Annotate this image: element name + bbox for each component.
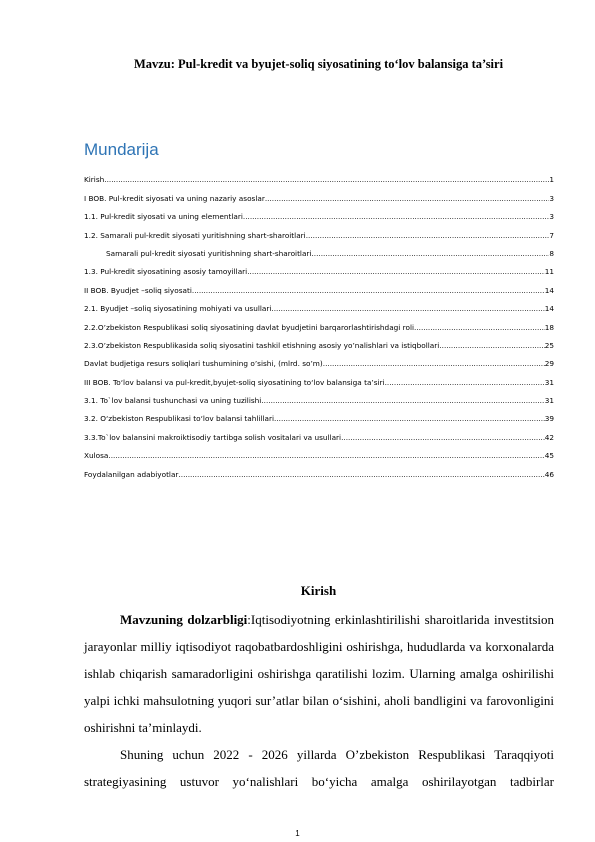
- toc-entry-page: 29: [544, 359, 554, 369]
- toc-dot-leader: [192, 286, 545, 295]
- toc-entry-title: III BOB. To‘lov balansi va pul-kredit,byujet-soliq siyosatining to‘lov balansiga ta’siri: [84, 377, 385, 387]
- toc-entry-title: 2.2.O’zbekiston Respublikasi soliq siyosatining davlat byudjetini barqarorlashtirishdagi roli: [84, 322, 415, 332]
- relevance-lead: Mavzuning dolzarbligi: [120, 612, 248, 627]
- toc-entry[interactable]: [84, 295, 554, 313]
- toc-dot-leader: [414, 323, 545, 332]
- toc-entry-page: 11: [544, 267, 554, 277]
- toc-entry[interactable]: [84, 442, 554, 460]
- toc-entry[interactable]: [84, 184, 554, 202]
- toc-entry-page: 45: [544, 451, 554, 461]
- relevance-text: :Iqtisodiyotning erkinlashtirilishi sharoitlarida investitsion jarayonlar milliy iqtisodiyot raqobatbardoshligini oshirishga, hududlarda va korxonalarda ishlab chiqarish samaradorligini oshirishga qaratilishi lozim. Ularning amalga oshirilishi yalpi ichki mahsulotning yuqori sur’atlar bilan o‘sishini, aholi bandligini va farovonligini oshirishni ta’minlaydi.: [84, 612, 554, 735]
- toc-dot-leader: [385, 378, 545, 387]
- toc-dot-leader: [264, 396, 545, 405]
- toc-entry[interactable]: [84, 460, 554, 478]
- toc-entry[interactable]: [84, 423, 554, 441]
- toc-entry-title: 3.2. O‘zbekiston Respublikasi to‘lov balansi tahlillari: [84, 414, 274, 424]
- toc-entry[interactable]: [84, 405, 554, 423]
- toc-entry-title: Foydalanilgan adabiyotlar: [84, 469, 179, 479]
- toc-entry-page: 8: [549, 248, 554, 258]
- toc-entry-title: 2.1. Byudjet –soliq siyosatining mohiyati va usullari: [84, 304, 272, 314]
- toc-entry-title: I BOB. Pul-kredit siyosati va uning nazariy asoslar: [84, 193, 265, 203]
- toc-entry-title: 1.3. Pul-kredit siyosatining asosiy tamoyillari: [84, 267, 248, 277]
- toc-entry[interactable]: [84, 203, 554, 221]
- toc-entry-page: 39: [544, 414, 554, 424]
- toc-entry-page: 42: [544, 432, 554, 442]
- toc-heading: Mundarija: [84, 140, 159, 159]
- toc-entry-page: 18: [544, 322, 554, 332]
- toc-entry-title: 2.3.O’zbekiston Respublikasida soliq siyosatini tashkil etishning asosiy yo’nalishlari va istiqbollari.: [84, 340, 442, 350]
- toc-dot-leader: [178, 470, 544, 479]
- toc-entry[interactable]: [84, 368, 554, 386]
- toc-dot-leader: [271, 304, 544, 313]
- toc-entry-title: 3.3.To`lov balansini makroiktisodiy tartibga solish vositalari va usullari: [84, 432, 342, 442]
- toc-entry-page: 31: [544, 377, 554, 387]
- intro-paragraph-1: [84, 606, 554, 741]
- toc-entry-page: 14: [544, 285, 554, 295]
- toc-entry[interactable]: [84, 332, 554, 350]
- toc-entry-page: 7: [549, 230, 554, 240]
- toc-dot-leader: [108, 451, 544, 460]
- toc-entry-title: 3.1. To`lov balansi tushunchasi va uning tuzilishi.: [84, 396, 264, 406]
- toc-dot-leader: [243, 212, 549, 221]
- page-number: 1: [295, 829, 300, 838]
- toc-dot-leader: [442, 341, 545, 350]
- toc-dot-leader: [274, 414, 545, 423]
- toc-entry-title: Davlat budjetiga resurs soliqlari tushumining o’sishi, (mlrd. so’m): [84, 359, 323, 369]
- toc-entry-title: Samarali pul-kredit siyosati yuritishning shart-sharoitlari: [106, 248, 312, 258]
- toc-entry[interactable]: [84, 166, 554, 184]
- toc-entry-page: 3: [549, 212, 554, 222]
- toc-entry-page: 1: [549, 175, 554, 185]
- document-title: Mavzu: Pul-kredit va byujet-soliq siyosatining to‘lov balansiga ta’siri: [133, 57, 504, 71]
- toc-entry-title: Xulosa: [84, 451, 109, 461]
- intro-body: [84, 606, 554, 795]
- toc-entry[interactable]: [84, 313, 554, 331]
- toc-dot-leader: [265, 194, 550, 203]
- toc-entry-page: 3: [549, 193, 554, 203]
- toc-entry[interactable]: [84, 276, 554, 294]
- toc-entry[interactable]: [84, 221, 554, 239]
- toc-entry[interactable]: [84, 387, 554, 405]
- toc-entry[interactable]: [84, 350, 554, 368]
- intro-paragraph-2: Shuning uchun 2022 - 2026 yillarda O’zbekiston Respublikasi Taraqqiyoti strategiyasining ustuvor yo‘nalishlari bo‘yicha amalga oshirilayotgan tadbirlar: [84, 747, 554, 789]
- section-heading-kirish: Kirish: [300, 583, 337, 598]
- table-of-contents: [84, 166, 554, 479]
- toc-entry[interactable]: [84, 240, 554, 258]
- toc-entry-title: Kirish: [84, 175, 105, 185]
- toc-entry-page: 25: [544, 340, 554, 350]
- toc-dot-leader: [341, 433, 545, 442]
- toc-entry-title: 1.1. Pul-kredit siyosati va uning elementlari: [84, 212, 243, 222]
- toc-entry-title: 1.2. Samarali pul-kredit siyosati yuritishning shart-sharoitlari: [84, 230, 306, 240]
- toc-dot-leader: [104, 175, 549, 184]
- toc-dot-leader: [311, 249, 549, 258]
- toc-entry-page: 14: [544, 304, 554, 314]
- toc-entry-page: 46: [544, 469, 554, 479]
- toc-entry-page: 31: [544, 396, 554, 406]
- toc-dot-leader: [306, 231, 550, 240]
- toc-dot-leader: [247, 267, 544, 276]
- toc-entry[interactable]: [84, 258, 554, 276]
- toc-entry-title: II BOB. Byudjet –soliq siyosati: [84, 285, 192, 295]
- toc-dot-leader: [323, 359, 545, 368]
